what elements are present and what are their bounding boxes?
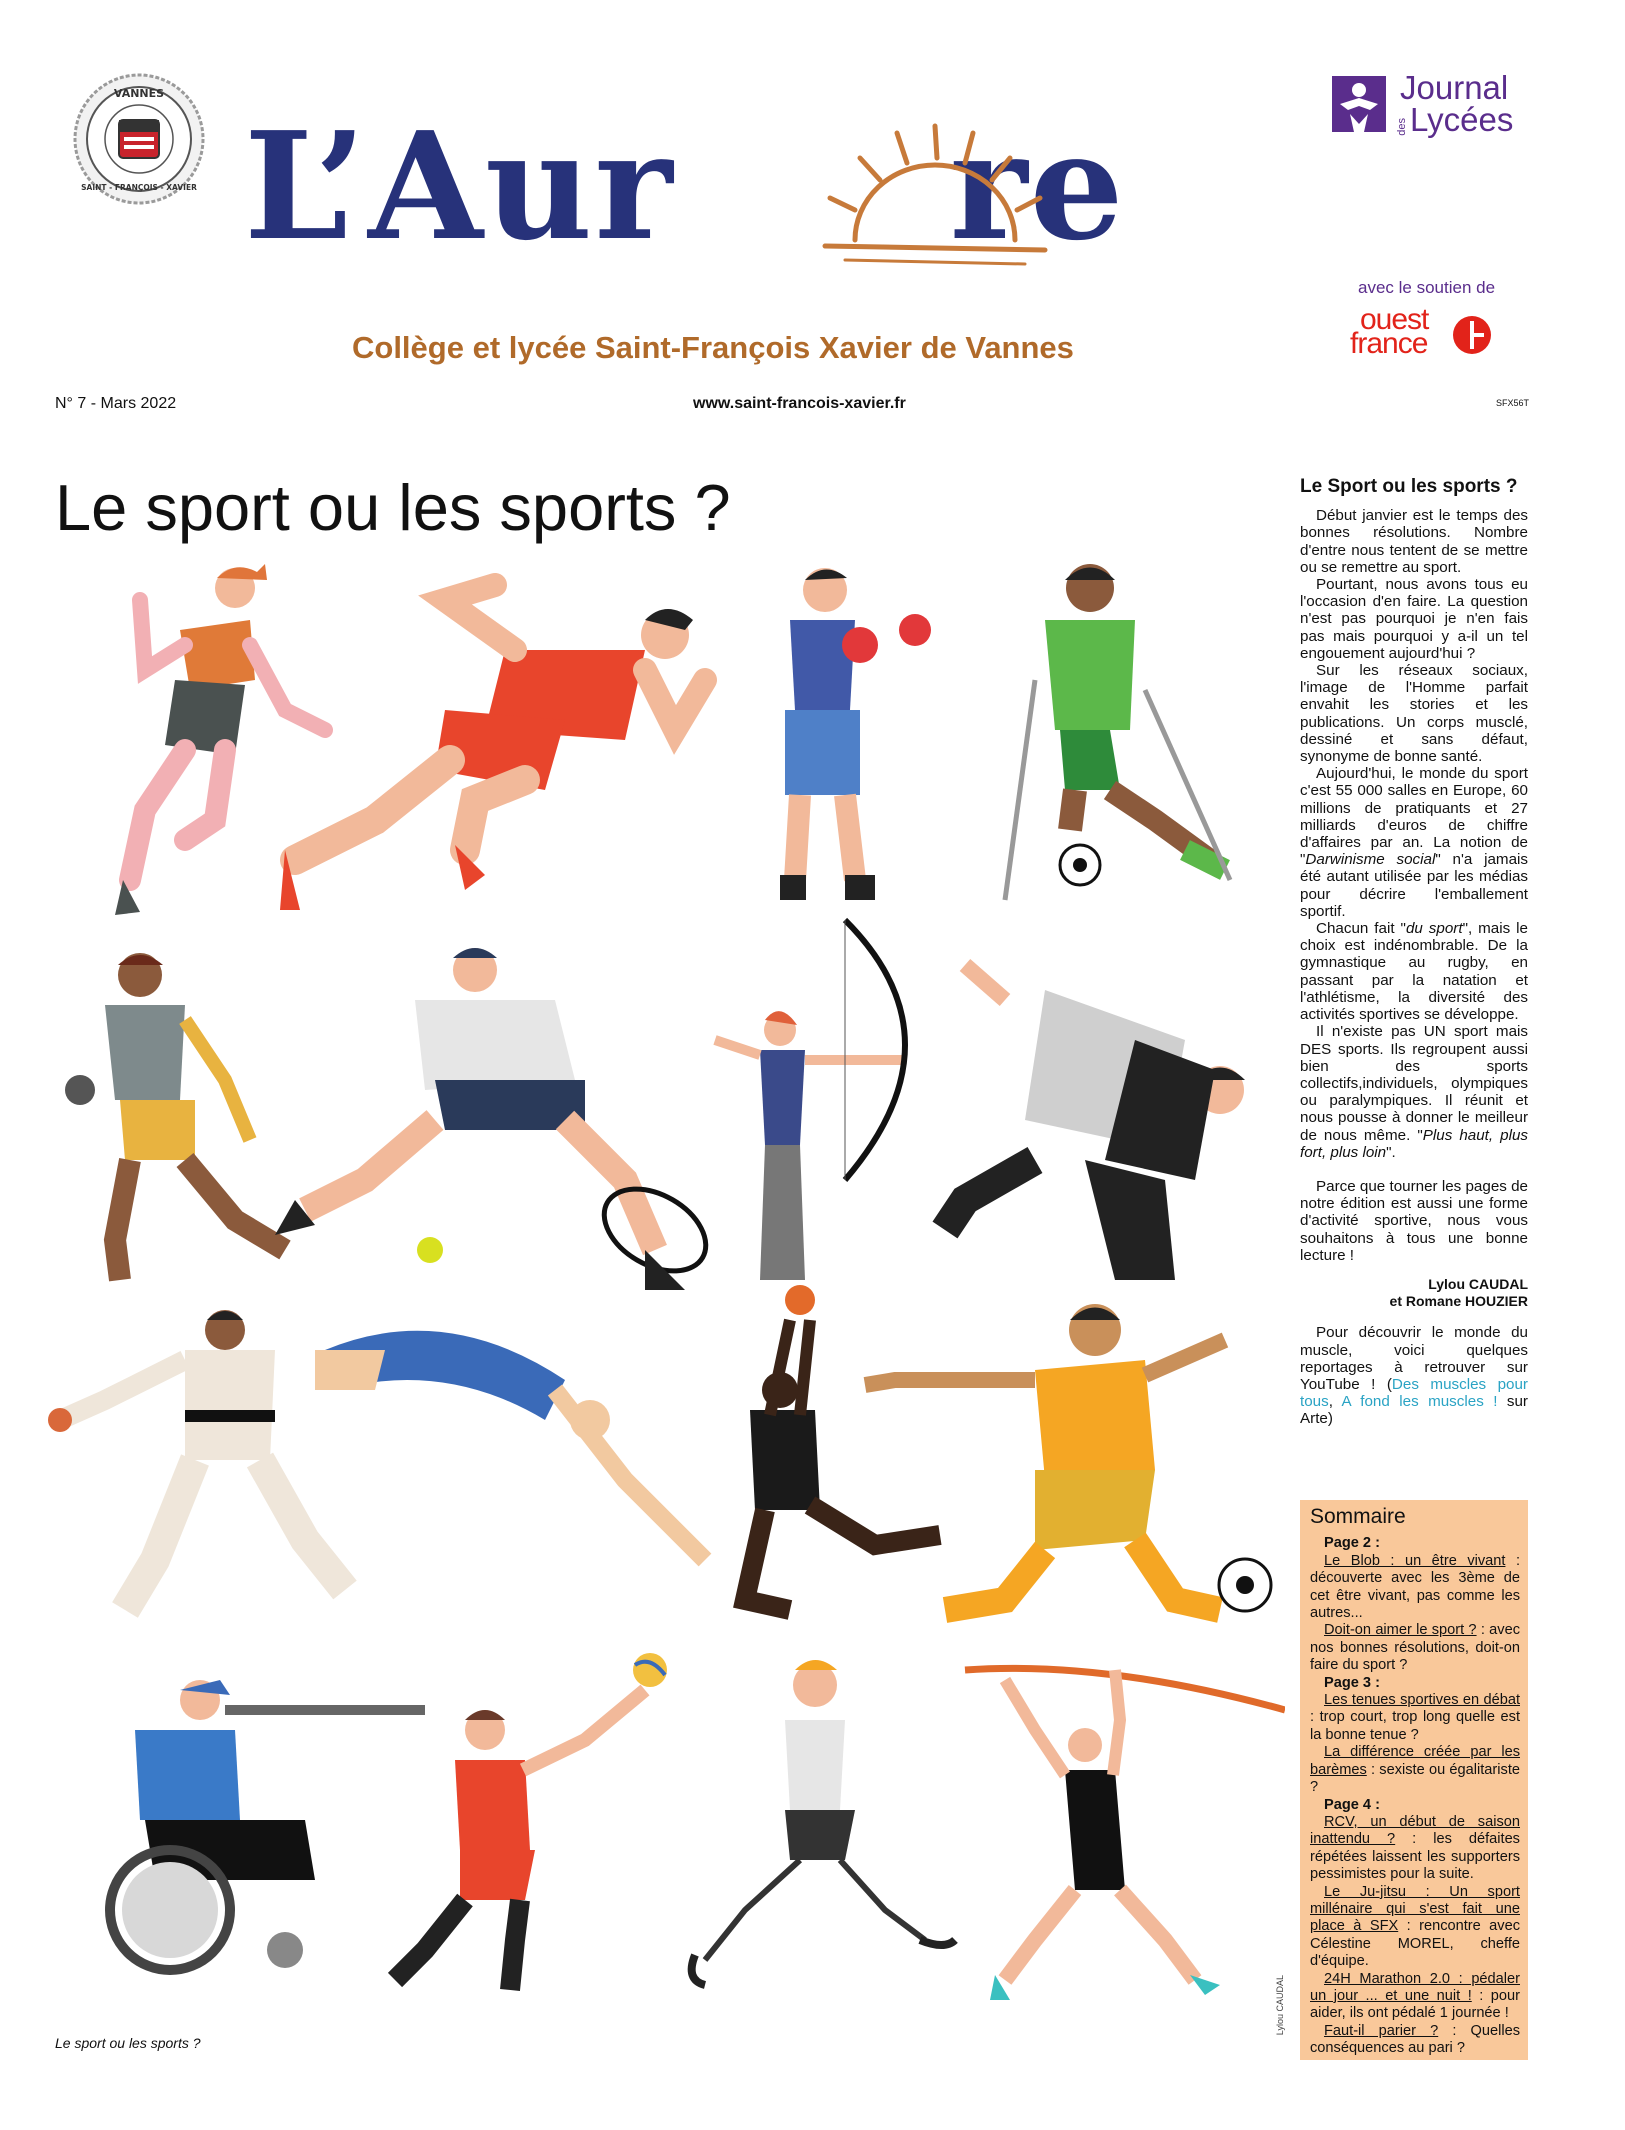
rising-sun-icon: [815, 118, 1055, 268]
website-url[interactable]: www.saint-francois-xavier.fr: [693, 395, 906, 412]
prosthetic-runner-figure: [692, 1660, 955, 1985]
toc-desc: : les défaites répétées laissent les supporters pessimistes pour la suite.: [1310, 1831, 1520, 1883]
link-des-muscles-pour-tous[interactable]: Des muscles pour tous: [1300, 1375, 1528, 1411]
toc-item: [1310, 1553, 1520, 1623]
volleyball-player-figure: [395, 1653, 667, 1990]
judoka-figures: [945, 965, 1245, 1280]
table-of-contents: [1300, 1500, 1528, 2060]
toc-item: [1310, 2023, 1520, 2058]
journal-des-lycees-text: [1400, 69, 1514, 138]
basketball-player-figure: [745, 1285, 940, 1610]
editorial-article: [1300, 478, 1528, 1428]
author-line-2: et Romane HOUZIER: [1389, 1293, 1528, 1310]
article-paragraph-4: [1300, 765, 1528, 920]
headline: Le sport ou les sports ?: [55, 471, 731, 544]
article-paragraph-1: Début janvier est le temps des bonnes résolutions. Nombre d'entre nous tentent de se mettre ou se remettre au sport.: [1300, 507, 1528, 576]
toc-desc: : pour aider, ils ont pédalé 1 journée !: [1310, 1987, 1521, 2022]
toc-item: [1310, 1884, 1520, 1971]
seal-top-text: VANNES: [113, 87, 165, 100]
toc-desc: : sexiste ou égalitariste ?: [1310, 1761, 1520, 1796]
toc-link-ju-jitsu[interactable]: Le Ju-jitsu : Un sport millénaire qui s'est fait une place à SFX: [1310, 1883, 1520, 1935]
issue-number: N° 7 - Mars 2022: [55, 395, 177, 412]
toc-desc: : trop court, trop long quelle est la bonne tenue ?: [1310, 1709, 1520, 1743]
sommaire-title: Sommaire: [1310, 1505, 1406, 1528]
p4-emphasis: Darwinisme social: [1305, 851, 1436, 869]
article-paragraph-6: [1300, 1023, 1528, 1161]
article-paragraph-3: Sur les réseaux sociaux, l'image de l'Homme parfait envahit les stories et les publications. Un corps musclé, dessiné et sans défaut, synonyme de bonne santé.: [1300, 662, 1528, 766]
p4-part-b: " n'a jamais été autant utilisée par les médias pour décrire l'emballement sportif.: [1300, 851, 1528, 920]
toc-link-rcv[interactable]: RCV, un début de saison inattendu ?: [1310, 1813, 1520, 1848]
toc-link-marathon[interactable]: 24H Marathon 2.0 : pédaler un jour ... et une nuit !: [1310, 1970, 1520, 2004]
toc-link-tenues[interactable]: Les tenues sportives en débat: [1324, 1692, 1520, 1709]
journal-des-lycees-logo-icon: [1330, 74, 1388, 134]
sprinter-figure: [280, 585, 705, 910]
france-text: france: [1350, 327, 1428, 360]
support-label: avec le soutien de: [1358, 278, 1496, 297]
sports-illustration: [45, 560, 1285, 2010]
karateka-figure: [48, 1310, 345, 1610]
boxer-figure: [780, 568, 931, 900]
p4-part-a: Aujourd'hui, le monde du sport c'est 55 000 salles en Europe, 60 millions de pratiquants et 27 milliards d'euros de chiffre d'affaires par an. La notion de ": [1300, 765, 1528, 869]
toc-link-parier[interactable]: Faut-il parier ?: [1324, 2022, 1439, 2039]
p6-emphasis: Plus haut, plus fort, plus loin: [1300, 1126, 1529, 1161]
ouest-france-logo: [1350, 303, 1429, 360]
toc-desc: : Quelles conséquences au pari ?: [1310, 2022, 1520, 2057]
illustration-credit: Lylou CAUDAL: [1275, 1975, 1285, 2036]
p6-part-a: Il n'existe pas UN sport mais DES sports. Ils regroupent aussi bien des sports collectifs,individuels, olympiques ou paralympiques. Il réunit et nous pousse à donner le meilleur de nous même. ": [1300, 1023, 1528, 1144]
toc-desc: : rencontre avec Célestine MOREL, cheffe d'équipe.: [1310, 1918, 1520, 1970]
author-line-1: Lylou CAUDAL: [1428, 1275, 1528, 1292]
p8-separator: ,: [1328, 1393, 1342, 1411]
p5-emphasis: du sport: [1405, 920, 1463, 938]
toc-item: [1310, 1692, 1520, 1744]
pole-vaulter-figure: [965, 1668, 1285, 2000]
article-paragraph-8: [1300, 1324, 1528, 1427]
p8-part-b: sur Arte): [1300, 1393, 1528, 1428]
link-a-fond-les-muscles[interactable]: A fond les muscles !: [1341, 1393, 1498, 1411]
page-3-heading: Page 3 :: [1324, 1674, 1380, 1691]
p8-part-a: Pour découvrir le monde du muscle, voici quelques reportages à retrouver sur YouTube ! (: [1300, 1324, 1528, 1393]
article-paragraph-5: [1300, 920, 1528, 1023]
toc-desc: : avec nos bonnes résolutions, doit-on faire du sport ?: [1310, 1622, 1520, 1674]
title-left: L’Aur: [244, 99, 675, 273]
para-shooter-figure: [110, 1680, 425, 1970]
tennis-player-figure: [275, 948, 720, 1290]
school-seal-logo: [72, 72, 206, 206]
page-code: SFX56T: [1496, 398, 1530, 408]
journal-line2: Lycées: [1410, 101, 1514, 138]
seal-bottom-text: SAINT - FRANÇOIS - XAVIER: [81, 183, 197, 192]
toc-item: [1310, 1814, 1520, 1884]
school-subtitle: Collège et lycée Saint-François Xavier de Vannes: [352, 330, 1074, 365]
p6-part-b: ".: [1386, 1143, 1396, 1161]
journal-small-des: des: [1396, 118, 1408, 136]
toc-link-blob[interactable]: Le Blob : un être vivant: [1324, 1552, 1506, 1569]
swimmer-diver-figure: [315, 1331, 705, 1560]
amputee-footballer-figure: [1005, 564, 1230, 900]
page-4-heading: Page 4 :: [1324, 1796, 1380, 1813]
toc-link-aimer-sport[interactable]: Doit-on aimer le sport ?: [1324, 1622, 1477, 1639]
title-right: re: [949, 99, 1126, 273]
toc-item: [1310, 1971, 1520, 2023]
p5-part-a: Chacun fait ": [1316, 920, 1406, 938]
footballer-kicking-figure: [865, 1304, 1271, 1611]
page-2-heading: Page 2 :: [1324, 1535, 1380, 1552]
toc-link-baremes[interactable]: La différence créée par les barèmes: [1310, 1744, 1520, 1778]
illustration-caption: Le sport ou les sports ?: [55, 2035, 201, 2051]
article-paragraph-2: Pourtant, nous avons tous eu l'occasion d'en faire. La question n'est pas pourquoi je n'en fais pas mais pourquoi y a-il un tel engouement aujourd'hui ?: [1300, 576, 1528, 662]
toc-item: [1310, 1622, 1520, 1674]
journal-line1: Journal: [1400, 69, 1509, 106]
p5-part-b: ", mais le choix est indénombrable. De la gymnastique au rugby, en passant par la natation et l'athlétisme, la diversité des activités sportives se développe.: [1300, 920, 1528, 1024]
article-paragraph-7: Parce que tourner les pages de notre édition est aussi une forme d'activité sportive, nous vous souhaitons à tous une bonne lecture !: [1300, 1177, 1528, 1264]
toc-desc: : découverte avec les 3ème de cet être vivant, pas comme les autres...: [1310, 1552, 1520, 1622]
ouest-france-emblem-icon: [1452, 315, 1492, 355]
prosthetic-discus-thrower-figure: [65, 953, 285, 1280]
archer-figure: [715, 920, 905, 1280]
ouest-text: ouest: [1360, 303, 1429, 336]
toc-item: [1310, 1744, 1520, 1796]
article-title: Le Sport ou les sports ?: [1300, 476, 1518, 497]
